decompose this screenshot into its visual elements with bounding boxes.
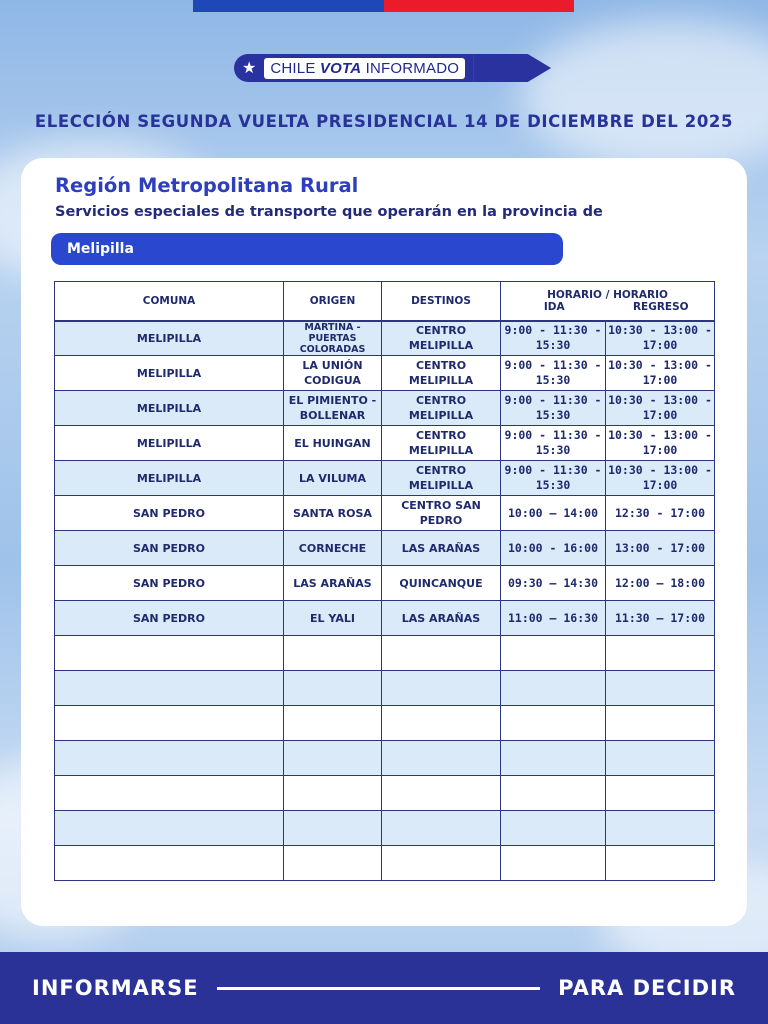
- cell-comuna: SAN PEDRO: [55, 601, 284, 636]
- empty-cell: [501, 706, 606, 741]
- empty-cell: [606, 776, 715, 811]
- cell-comuna: SAN PEDRO: [55, 531, 284, 566]
- empty-cell: [382, 671, 501, 706]
- table-row: [55, 566, 715, 601]
- header-comuna: COMUNA: [55, 282, 284, 321]
- table-row: [55, 496, 715, 531]
- header-regreso: REGRESO: [632, 300, 689, 313]
- cell-regreso: 10:30 - 13:00 - 17:00: [606, 356, 715, 391]
- cell-origen: EL YALI: [284, 601, 382, 636]
- star-icon: ★: [242, 58, 257, 77]
- cell-regreso: 10:30 - 13:00 - 17:00: [606, 391, 715, 426]
- empty-table-row: [55, 741, 715, 776]
- cell-ida: 9:00 - 11:30 - 15:30: [501, 321, 606, 356]
- empty-table-row: [55, 776, 715, 811]
- empty-cell: [382, 636, 501, 671]
- empty-cell: [55, 811, 284, 846]
- cell-regreso: 12:00 – 18:00: [606, 566, 715, 601]
- header-destinos: DESTINOS: [382, 282, 501, 321]
- cell-origen: CORNECHE: [284, 531, 382, 566]
- empty-cell: [55, 671, 284, 706]
- empty-table-row: [55, 636, 715, 671]
- empty-cell: [284, 741, 382, 776]
- empty-cell: [382, 776, 501, 811]
- cell-destino: LAS ARAÑAS: [382, 601, 501, 636]
- cell-ida: 10:00 - 16:00: [501, 531, 606, 566]
- footer-left-text: INFORMARSE: [32, 976, 199, 1000]
- empty-cell: [501, 811, 606, 846]
- empty-cell: [501, 776, 606, 811]
- cell-ida: 9:00 - 11:30 - 15:30: [501, 426, 606, 461]
- empty-table-row: [55, 811, 715, 846]
- table-row: [55, 391, 715, 426]
- empty-cell: [284, 636, 382, 671]
- cell-origen: SANTA ROSA: [284, 496, 382, 531]
- cell-comuna: MELIPILLA: [55, 426, 284, 461]
- logo-body: [234, 54, 473, 82]
- cell-ida: 11:00 – 16:30: [501, 601, 606, 636]
- empty-cell: [606, 671, 715, 706]
- empty-cell: [382, 811, 501, 846]
- cell-origen: LAS ARAÑAS: [284, 566, 382, 601]
- cell-origen: EL HUINGAN: [284, 426, 382, 461]
- empty-cell: [382, 741, 501, 776]
- cell-origen: EL PIMIENTO - BOLLENAR: [284, 391, 382, 426]
- cell-comuna: SAN PEDRO: [55, 496, 284, 531]
- cell-comuna: MELIPILLA: [55, 356, 284, 391]
- cell-origen: LA UNIÓN CODIGUA: [284, 356, 382, 391]
- cell-destino: CENTRO MELIPILLA: [382, 321, 501, 356]
- empty-table-row: [55, 671, 715, 706]
- header-horario-top: HORARIO / HORARIO: [547, 288, 668, 301]
- province-name: Melipilla: [67, 241, 134, 257]
- table-row: [55, 321, 715, 356]
- cell-origen: MARTINA - PUERTAS COLORADAS: [284, 321, 382, 356]
- empty-cell: [382, 706, 501, 741]
- logo-word-informado: INFORMADO: [365, 59, 460, 77]
- logo-word-vota: VOTA: [319, 59, 362, 77]
- transport-card: [21, 158, 747, 926]
- cell-regreso: 10:30 - 13:00 - 17:00: [606, 321, 715, 356]
- empty-cell: [501, 741, 606, 776]
- header-horario: [501, 282, 715, 321]
- table-row: [55, 601, 715, 636]
- empty-cell: [606, 741, 715, 776]
- empty-cell: [501, 636, 606, 671]
- cell-regreso: 12:30 - 17:00: [606, 496, 715, 531]
- empty-cell: [55, 706, 284, 741]
- footer-right-text: PARA DECIDIR: [558, 976, 736, 1000]
- empty-cell: [606, 846, 715, 881]
- cell-destino: CENTRO MELIPILLA: [382, 356, 501, 391]
- cell-comuna: MELIPILLA: [55, 461, 284, 496]
- cell-regreso: 10:30 - 13:00 - 17:00: [606, 461, 715, 496]
- cell-destino: CENTRO MELIPILLA: [382, 391, 501, 426]
- cloud-decoration: [520, 20, 768, 170]
- cell-destino: CENTRO SAN PEDRO: [382, 496, 501, 531]
- card-subtitle: Servicios especiales de transporte que operarán en la provincia de: [55, 204, 603, 220]
- empty-cell: [284, 776, 382, 811]
- empty-cell: [284, 811, 382, 846]
- footer-divider: [217, 987, 541, 990]
- empty-cell: [55, 776, 284, 811]
- empty-cell: [284, 846, 382, 881]
- empty-cell: [606, 811, 715, 846]
- cell-comuna: MELIPILLA: [55, 321, 284, 356]
- empty-cell: [284, 671, 382, 706]
- table-body: [55, 321, 715, 881]
- cell-comuna: SAN PEDRO: [55, 566, 284, 601]
- empty-cell: [501, 846, 606, 881]
- transport-schedule-table: [54, 281, 715, 881]
- cell-ida: 10:00 – 14:00: [501, 496, 606, 531]
- footer-banner: [0, 952, 768, 1024]
- cell-comuna: MELIPILLA: [55, 391, 284, 426]
- region-title: Región Metropolitana Rural: [55, 174, 359, 197]
- header-ida: IDA: [543, 300, 565, 313]
- election-headline: ELECCIÓN SEGUNDA VUELTA PRESIDENCIAL 14 DE DICIEMBRE DEL 2025: [34, 112, 734, 131]
- empty-cell: [284, 706, 382, 741]
- cell-ida: 9:00 - 11:30 - 15:30: [501, 391, 606, 426]
- empty-cell: [606, 636, 715, 671]
- table-header-row: [55, 282, 715, 321]
- cell-destino: QUINCANQUE: [382, 566, 501, 601]
- table-row: [55, 356, 715, 391]
- pencil-icon: [473, 54, 551, 82]
- cell-regreso: 11:30 – 17:00: [606, 601, 715, 636]
- cell-ida: 9:00 - 11:30 - 15:30: [501, 356, 606, 391]
- empty-cell: [55, 741, 284, 776]
- chile-vota-informado-logo: [234, 52, 551, 84]
- table-row: [55, 531, 715, 566]
- cell-ida: 9:00 - 11:30 - 15:30: [501, 461, 606, 496]
- empty-cell: [55, 636, 284, 671]
- flag-blue-band: [193, 0, 384, 12]
- empty-cell: [501, 671, 606, 706]
- cell-regreso: 10:30 - 13:00 - 17:00: [606, 426, 715, 461]
- table-row: [55, 426, 715, 461]
- header-horario-sub: [501, 301, 714, 313]
- empty-cell: [55, 846, 284, 881]
- empty-cell: [606, 706, 715, 741]
- cell-regreso: 13:00 - 17:00: [606, 531, 715, 566]
- empty-cell: [382, 846, 501, 881]
- cell-destino: CENTRO MELIPILLA: [382, 426, 501, 461]
- province-banner: [51, 233, 563, 265]
- empty-table-row: [55, 706, 715, 741]
- logo-text: [264, 58, 465, 79]
- flag-stripe: [193, 0, 574, 12]
- empty-table-row: [55, 846, 715, 881]
- table-row: [55, 461, 715, 496]
- cell-destino: CENTRO MELIPILLA: [382, 461, 501, 496]
- flag-red-band: [384, 0, 575, 12]
- cell-destino: LAS ARAÑAS: [382, 531, 501, 566]
- header-origen: ORIGEN: [284, 282, 382, 321]
- logo-word-chile: CHILE: [270, 59, 316, 77]
- cell-origen: LA VILUMA: [284, 461, 382, 496]
- cell-ida: 09:30 – 14:30: [501, 566, 606, 601]
